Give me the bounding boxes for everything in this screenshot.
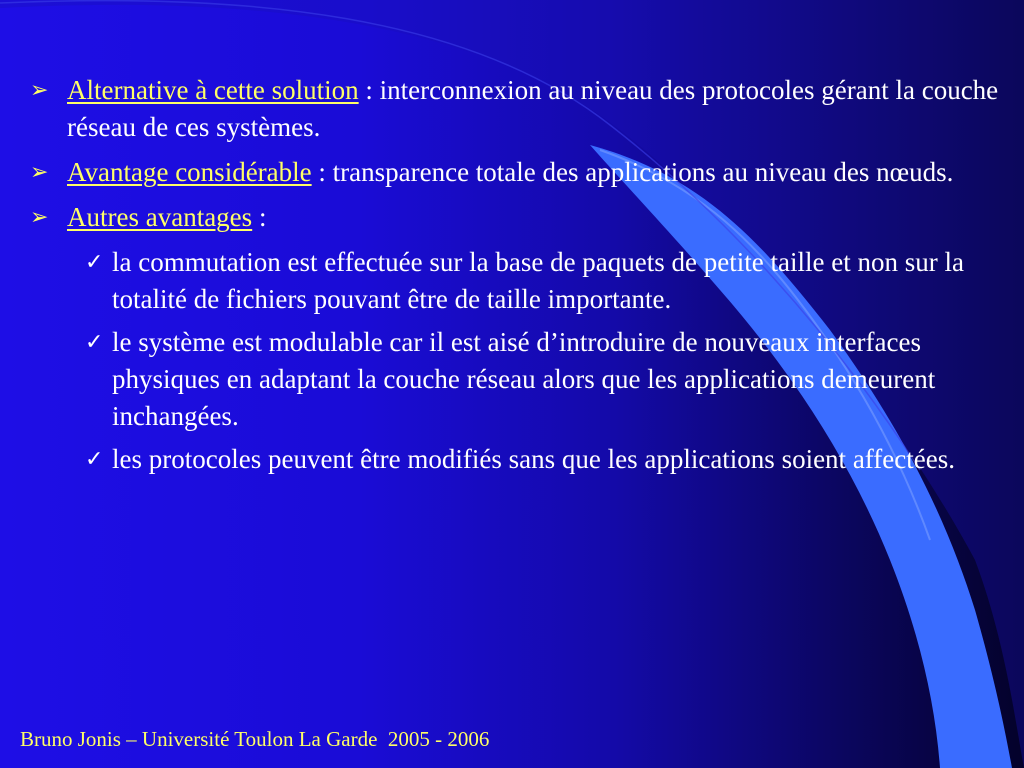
slide-content <box>30 72 1005 484</box>
sub-bullet-text: la commutation est effectuée sur la base de paquets de petite taille et non sur la totalité de fichiers pouvant être de taille importante. <box>112 247 964 314</box>
bullet-text: : interconnexion au niveau des protocoles gérant la couche réseau de ces systèmes. <box>67 75 999 142</box>
bullet-item <box>30 154 1005 191</box>
sub-bullet-item <box>30 244 1005 318</box>
bullet-item <box>30 199 1005 236</box>
sub-bullet-text: les protocoles peuvent être modifiés sans que les applications soient affectées. <box>112 444 955 474</box>
checkmark-icon: ✓ <box>85 330 104 355</box>
bullet-heading: Autres avantages <box>67 202 253 232</box>
bullet-text: : <box>252 202 267 232</box>
bullet-text: : transparence totale des applications au niveau des nœuds. <box>311 157 954 187</box>
sub-bullet-item <box>30 324 1005 435</box>
sub-bullet-text: le système est modulable car il est aisé d’introduire de nouveaux interfaces physiques en adaptant la couche réseau alors que les applications demeurent inchangées. <box>112 327 936 431</box>
bullet-heading: Avantage considérable <box>67 157 312 187</box>
sub-bullet-item <box>30 441 1005 478</box>
slide-footer: Bruno Jonis – Université Toulon La Garde 2005 - 2006 <box>20 727 490 751</box>
arrow-bullet-icon: ➢ <box>30 160 49 185</box>
bullet-item <box>30 72 1005 146</box>
bullet-heading: Alternative à cette solution <box>67 75 359 105</box>
checkmark-icon: ✓ <box>85 447 104 472</box>
arrow-bullet-icon: ➢ <box>30 205 49 230</box>
checkmark-icon: ✓ <box>85 250 104 275</box>
arrow-bullet-icon: ➢ <box>30 78 49 103</box>
